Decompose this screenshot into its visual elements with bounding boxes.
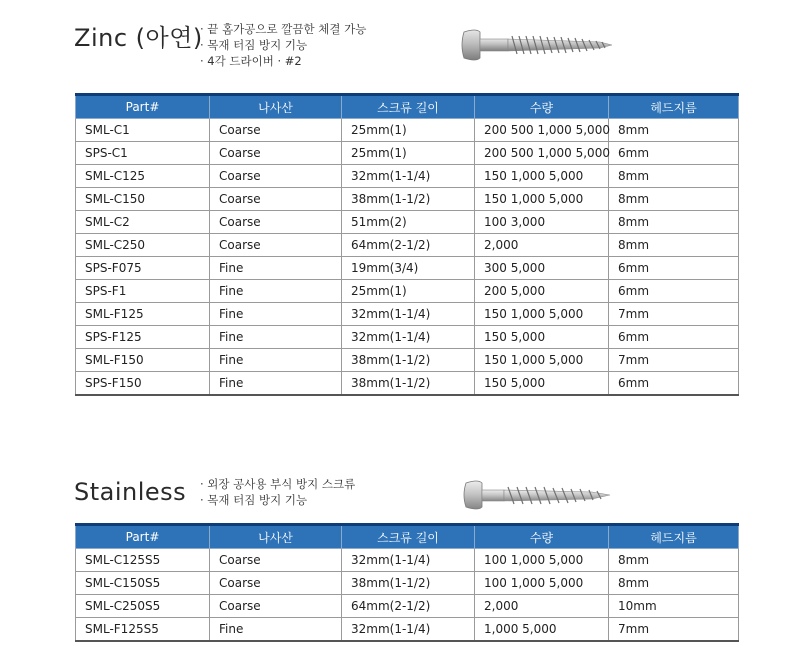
screw-length-cell: 32mm(1-1/4) [342,165,475,188]
head-diameter-cell: 6mm [609,280,739,303]
quantity-cell: 150 5,000 [475,326,609,349]
thread-type-cell: Coarse [210,595,342,618]
screw-length-cell: 51mm(2) [342,211,475,234]
quantity-cell: 200 500 1,000 5,000 [475,142,609,165]
col-header-head-diameter: 헤드지름 [609,525,739,549]
part-number-cell: SML-C250S5 [76,595,210,618]
screw-length-cell: 25mm(1) [342,119,475,142]
col-header-part: Part# [76,525,210,549]
head-diameter-cell: 7mm [609,618,739,642]
table-row [76,142,739,165]
thread-type-cell: Coarse [210,165,342,188]
zinc-screw-icon [460,28,620,64]
screw-length-cell: 19mm(3/4) [342,257,475,280]
thread-type-cell: Fine [210,326,342,349]
table-row [76,595,739,618]
table-row [76,280,739,303]
thread-type-cell: Fine [210,280,342,303]
head-diameter-cell: 8mm [609,188,739,211]
screw-length-cell: 32mm(1-1/4) [342,303,475,326]
part-number-cell: SML-C150 [76,188,210,211]
table-row [76,303,739,326]
part-number-cell: SML-C1 [76,119,210,142]
quantity-cell: 150 1,000 5,000 [475,165,609,188]
part-number-cell: SPS-F075 [76,257,210,280]
screw-length-cell: 32mm(1-1/4) [342,549,475,572]
col-header-head-diameter: 헤드지름 [609,95,739,119]
part-number-cell: SML-F125 [76,303,210,326]
col-header-length: 스크류 길이 [342,525,475,549]
stainless-feature-2: · 목재 터짐 방지 기능 [200,493,308,507]
stainless-header-row [76,525,739,549]
table-row [76,165,739,188]
quantity-cell: 100 3,000 [475,211,609,234]
part-number-cell: SPS-F150 [76,372,210,396]
thread-type-cell: Coarse [210,572,342,595]
table-row [76,234,739,257]
col-header-length: 스크류 길이 [342,95,475,119]
zinc-feature-2: · 목재 터짐 방지 기능 [200,38,308,52]
thread-type-cell: Fine [210,618,342,642]
table-row [76,549,739,572]
thread-type-cell: Coarse [210,188,342,211]
quantity-cell: 200 500 1,000 5,000 [475,119,609,142]
thread-type-cell: Fine [210,303,342,326]
part-number-cell: SPS-F1 [76,280,210,303]
head-diameter-cell: 6mm [609,257,739,280]
col-header-part: Part# [76,95,210,119]
table-row [76,349,739,372]
head-diameter-cell: 10mm [609,595,739,618]
thread-type-cell: Coarse [210,211,342,234]
zinc-feature-1: · 끝 홈가공으로 깔끔한 체결 가능 [200,22,367,36]
part-number-cell: SML-F150 [76,349,210,372]
thread-type-cell: Coarse [210,234,342,257]
table-row [76,257,739,280]
part-number-cell: SML-F125S5 [76,618,210,642]
head-diameter-cell: 8mm [609,572,739,595]
screw-length-cell: 38mm(1-1/2) [342,349,475,372]
head-diameter-cell: 8mm [609,211,739,234]
head-diameter-cell: 6mm [609,326,739,349]
head-diameter-cell: 7mm [609,303,739,326]
head-diameter-cell: 8mm [609,549,739,572]
thread-type-cell: Coarse [210,119,342,142]
screw-length-cell: 64mm(2-1/2) [342,234,475,257]
quantity-cell: 100 1,000 5,000 [475,549,609,572]
quantity-cell: 1,000 5,000 [475,618,609,642]
head-diameter-cell: 6mm [609,142,739,165]
screw-length-cell: 25mm(1) [342,142,475,165]
thread-type-cell: Coarse [210,549,342,572]
thread-type-cell: Fine [210,372,342,396]
quantity-cell: 2,000 [475,234,609,257]
part-number-cell: SML-C2 [76,211,210,234]
table-row [76,372,739,396]
table-row [76,188,739,211]
table-row [76,572,739,595]
head-diameter-cell: 8mm [609,165,739,188]
col-header-thread: 나사산 [210,95,342,119]
stainless-feature-1: · 외장 공사용 부식 방지 스크류 [200,477,356,491]
zinc-title: Zinc (아연) [74,24,203,52]
part-number-cell: SML-C125 [76,165,210,188]
part-number-cell: SML-C150S5 [76,572,210,595]
table-row [76,326,739,349]
head-diameter-cell: 8mm [609,234,739,257]
stainless-spec-table [75,523,739,642]
stainless-features [200,476,355,508]
zinc-spec-table [75,93,739,396]
part-number-cell: SPS-C1 [76,142,210,165]
quantity-cell: 150 1,000 5,000 [475,349,609,372]
head-diameter-cell: 6mm [609,372,739,396]
part-number-cell: SML-C125S5 [76,549,210,572]
screw-length-cell: 38mm(1-1/2) [342,572,475,595]
zinc-header-row [76,95,739,119]
quantity-cell: 2,000 [475,595,609,618]
quantity-cell: 100 1,000 5,000 [475,572,609,595]
col-header-quantity: 수량 [475,525,609,549]
table-row [76,119,739,142]
table-row [76,618,739,642]
zinc-features [200,21,366,69]
stainless-title: Stainless [74,478,187,506]
part-number-cell: SML-C250 [76,234,210,257]
screw-length-cell: 64mm(2-1/2) [342,595,475,618]
head-diameter-cell: 8mm [609,119,739,142]
quantity-cell: 300 5,000 [475,257,609,280]
quantity-cell: 150 1,000 5,000 [475,303,609,326]
screw-length-cell: 25mm(1) [342,280,475,303]
zinc-feature-3: · 4각 드라이버 · #2 [200,54,302,68]
quantity-cell: 200 5,000 [475,280,609,303]
quantity-cell: 150 5,000 [475,372,609,396]
part-number-cell: SPS-F125 [76,326,210,349]
head-diameter-cell: 7mm [609,349,739,372]
thread-type-cell: Coarse [210,142,342,165]
screw-length-cell: 32mm(1-1/4) [342,618,475,642]
table-row [76,211,739,234]
screw-length-cell: 38mm(1-1/2) [342,188,475,211]
stainless-screw-icon [462,479,622,513]
thread-type-cell: Fine [210,257,342,280]
screw-length-cell: 32mm(1-1/4) [342,326,475,349]
quantity-cell: 150 1,000 5,000 [475,188,609,211]
col-header-thread: 나사산 [210,525,342,549]
thread-type-cell: Fine [210,349,342,372]
screw-length-cell: 38mm(1-1/2) [342,372,475,396]
col-header-quantity: 수량 [475,95,609,119]
